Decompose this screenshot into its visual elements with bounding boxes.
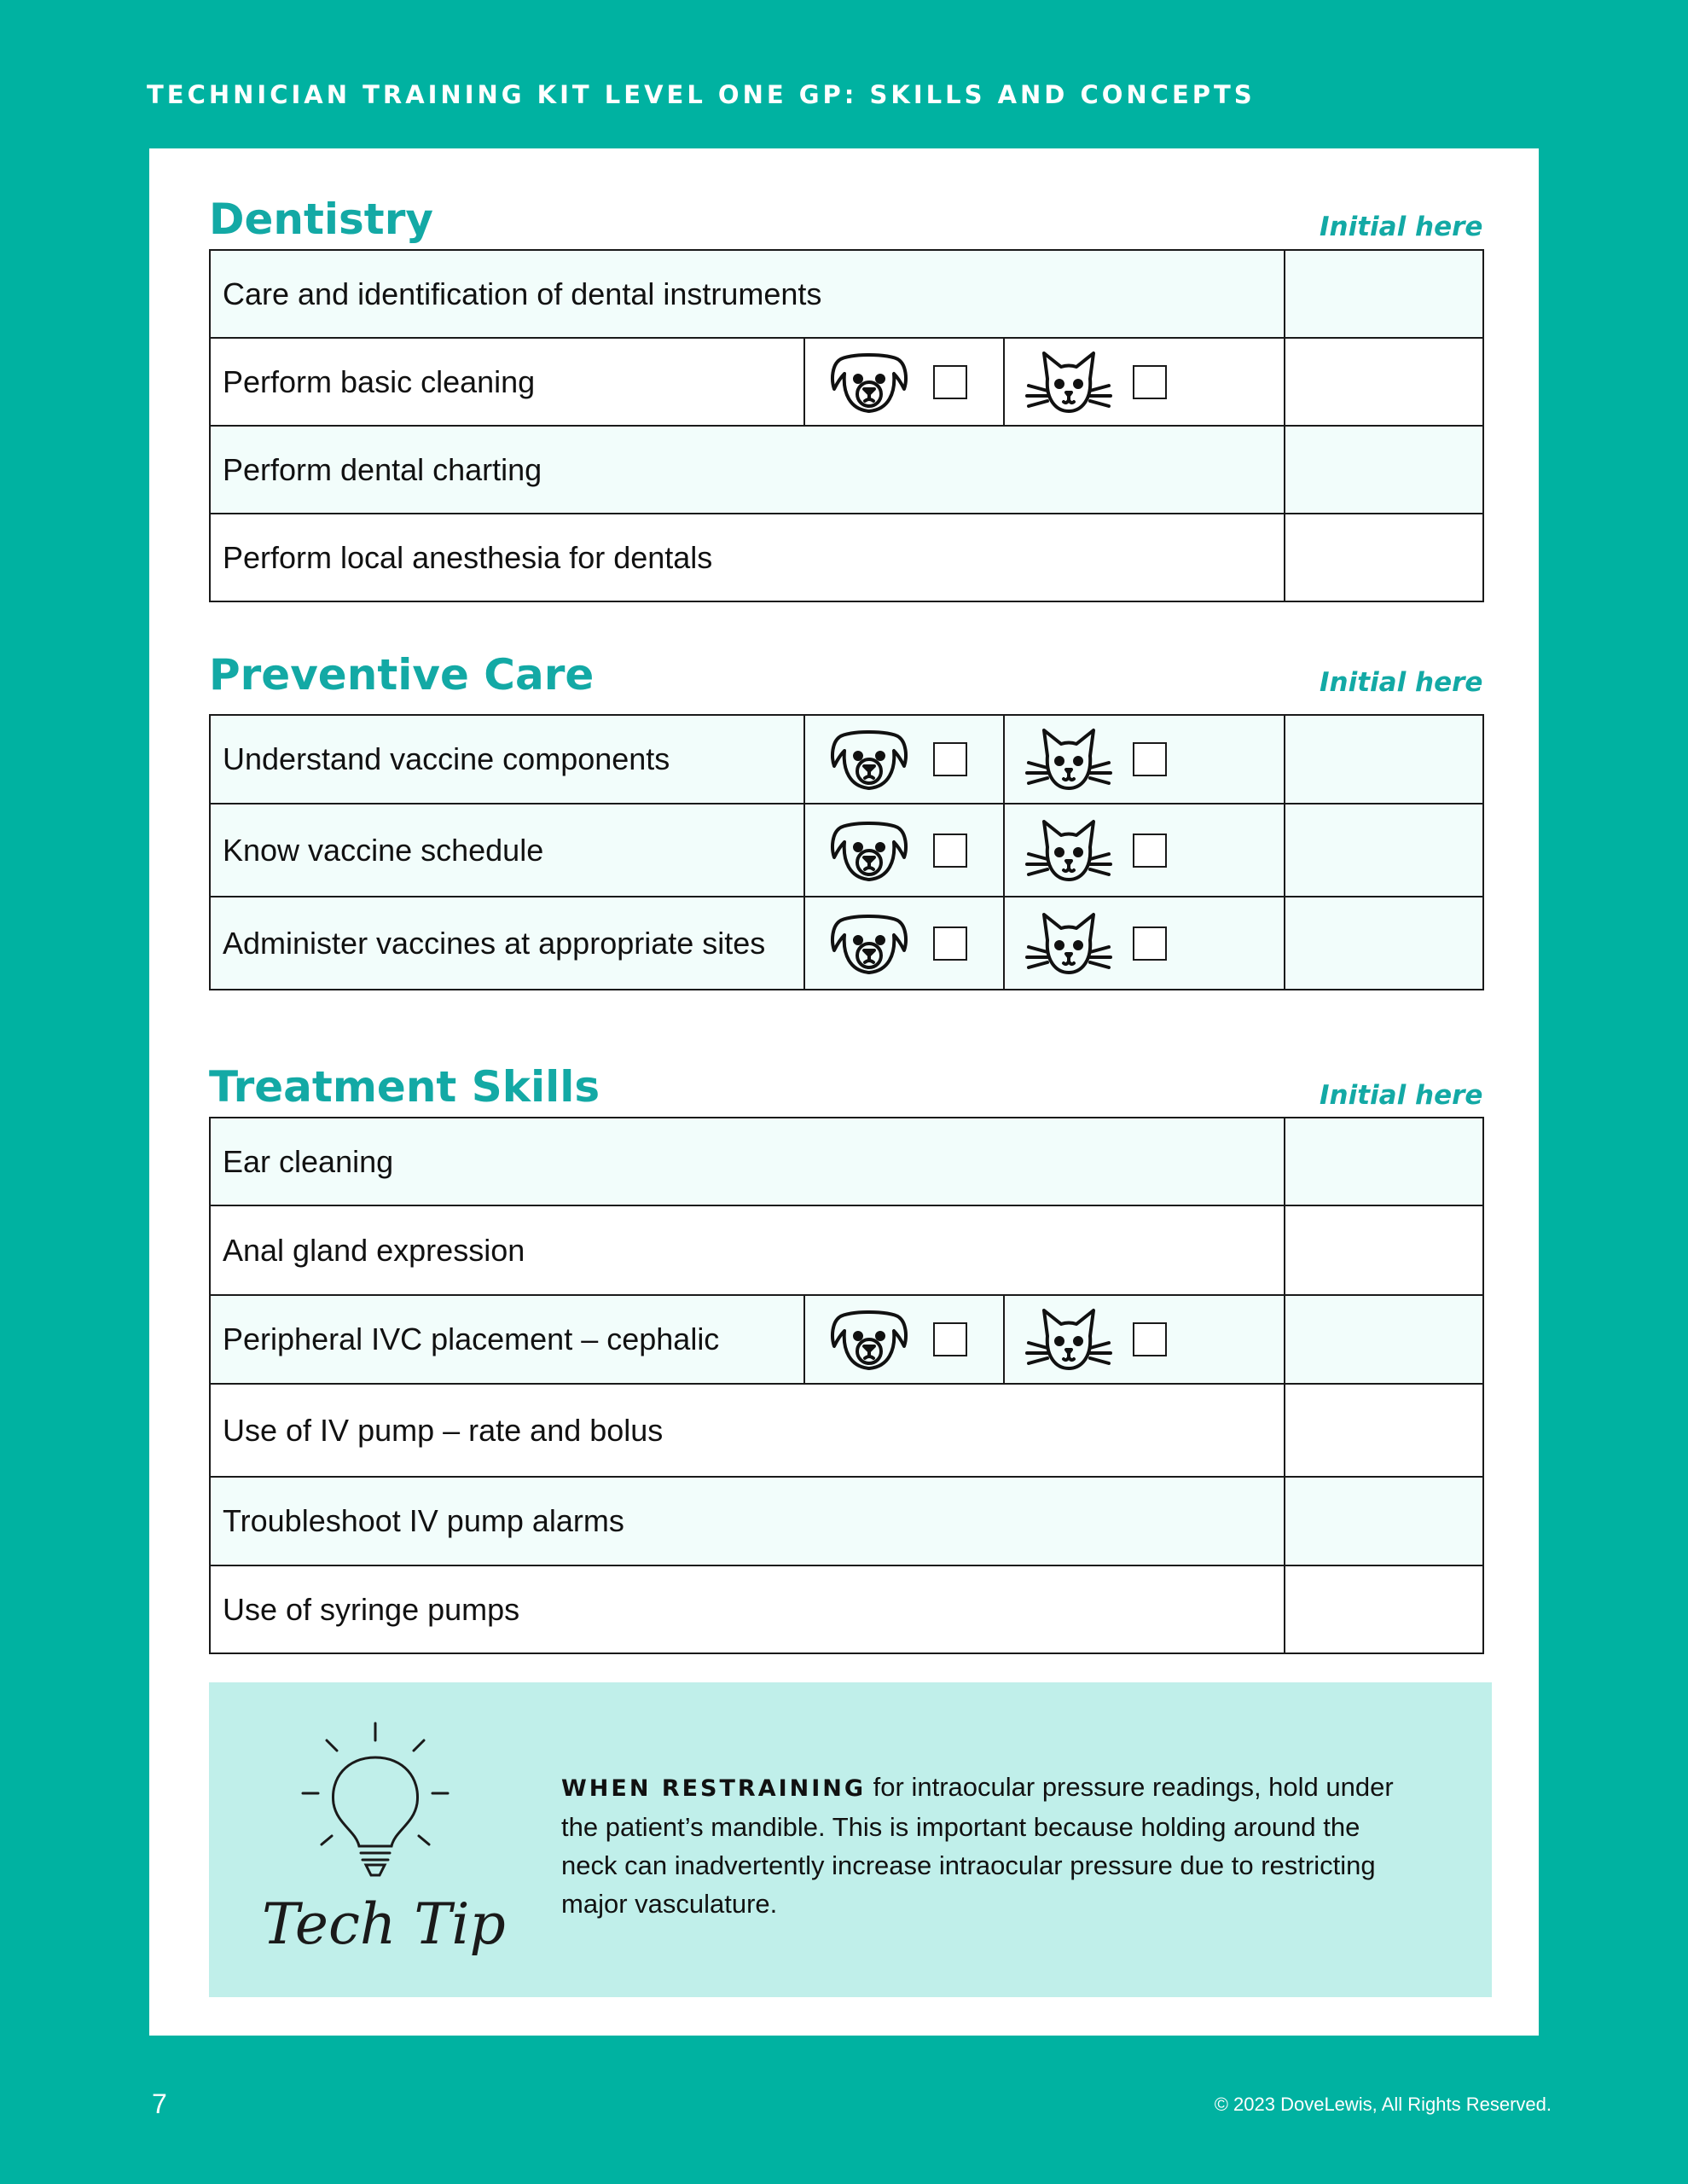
- section-title-preventive-care: Preventive Care: [209, 650, 595, 700]
- cat-cell: [1004, 715, 1285, 804]
- table-row: [210, 426, 1483, 514]
- cat-icon: [1022, 1305, 1116, 1374]
- task-label: Perform local anesthesia for dentals: [210, 514, 1285, 601]
- table-row: [210, 1295, 1483, 1384]
- table-row: [210, 514, 1483, 601]
- dog-checkbox[interactable]: [933, 926, 967, 961]
- table-row: [210, 804, 1483, 897]
- table-row: [210, 715, 1483, 804]
- dog-icon: [822, 348, 916, 416]
- tech-tip-label: Tech Tip: [262, 1891, 506, 1957]
- task-label: Know vaccine schedule: [210, 804, 804, 897]
- cat-icon: [1022, 909, 1116, 978]
- task-label: Ear cleaning: [210, 1118, 1285, 1205]
- task-label: Understand vaccine components: [210, 715, 804, 804]
- dentistry-table: [209, 249, 1484, 602]
- initial-cell[interactable]: [1285, 1477, 1483, 1565]
- preventive-care-table: [209, 714, 1484, 990]
- task-label: Perform basic cleaning: [210, 338, 804, 426]
- task-label: Perform dental charting: [210, 426, 1285, 514]
- table-row: [210, 897, 1483, 990]
- initial-cell[interactable]: [1285, 514, 1483, 601]
- initial-cell[interactable]: [1285, 715, 1483, 804]
- cat-checkbox[interactable]: [1133, 834, 1167, 868]
- initial-cell[interactable]: [1285, 426, 1483, 514]
- cat-cell: [1004, 338, 1285, 426]
- task-label: Anal gland expression: [210, 1205, 1285, 1295]
- section-title-treatment-skills: Treatment Skills: [209, 1062, 600, 1112]
- table-row: [210, 1205, 1483, 1295]
- dog-cell: [804, 1295, 1004, 1384]
- table-row: [210, 250, 1483, 338]
- cat-checkbox[interactable]: [1133, 742, 1167, 776]
- dog-checkbox[interactable]: [933, 1322, 967, 1356]
- copyright: © 2023 DoveLewis, All Rights Reserved.: [1214, 2094, 1552, 2115]
- dog-cell: [804, 897, 1004, 990]
- initial-cell[interactable]: [1285, 804, 1483, 897]
- section-title-dentistry: Dentistry: [209, 195, 433, 244]
- dog-icon: [822, 1305, 916, 1374]
- table-row: [210, 1118, 1483, 1205]
- task-label: Use of syringe pumps: [210, 1565, 1285, 1653]
- dog-icon: [822, 816, 916, 885]
- cat-icon: [1022, 816, 1116, 885]
- cat-icon: [1022, 348, 1116, 416]
- cat-checkbox[interactable]: [1133, 365, 1167, 399]
- tech-tip-lead: WHEN RESTRAINING: [561, 1775, 867, 1802]
- dog-icon: [822, 909, 916, 978]
- task-label: Use of IV pump – rate and bolus: [210, 1384, 1285, 1477]
- task-label: Troubleshoot IV pump alarms: [210, 1477, 1285, 1565]
- initial-cell[interactable]: [1285, 1565, 1483, 1653]
- table-row: [210, 1477, 1483, 1565]
- tech-tip-text: [561, 1768, 1414, 1923]
- checklist-page: [149, 148, 1539, 2036]
- tech-tip-box: [209, 1682, 1492, 1997]
- cat-cell: [1004, 1295, 1285, 1384]
- initial-here-label: Initial here: [1320, 667, 1483, 698]
- cat-icon: [1022, 725, 1116, 793]
- initial-cell[interactable]: [1285, 338, 1483, 426]
- initial-cell[interactable]: [1285, 1118, 1483, 1205]
- task-label: Peripheral IVC placement – cephalic: [210, 1295, 804, 1384]
- tech-tip-body: for intraocular pressure readings, hold under the patient’s mandible. This is important because holding around the neck can inadvertently increase intraocular pressure due to restricting major vasculature.: [561, 1772, 1394, 1919]
- page-number: 7: [152, 2088, 167, 2119]
- table-row: [210, 1565, 1483, 1653]
- dog-checkbox[interactable]: [933, 834, 967, 868]
- dog-cell: [804, 715, 1004, 804]
- cat-checkbox[interactable]: [1133, 1322, 1167, 1356]
- dog-checkbox[interactable]: [933, 742, 967, 776]
- initial-here-label: Initial here: [1320, 212, 1483, 242]
- lightbulb-icon: [277, 1716, 473, 1896]
- initial-cell[interactable]: [1285, 1205, 1483, 1295]
- dog-cell: [804, 338, 1004, 426]
- initial-cell[interactable]: [1285, 250, 1483, 338]
- initial-cell[interactable]: [1285, 1295, 1483, 1384]
- cat-cell: [1004, 897, 1285, 990]
- cat-cell: [1004, 804, 1285, 897]
- cat-checkbox[interactable]: [1133, 926, 1167, 961]
- treatment-skills-table: [209, 1117, 1484, 1654]
- dog-cell: [804, 804, 1004, 897]
- table-row: [210, 1384, 1483, 1477]
- initial-here-label: Initial here: [1320, 1080, 1483, 1111]
- dog-icon: [822, 725, 916, 793]
- dog-checkbox[interactable]: [933, 365, 967, 399]
- page-header-title: TECHNICIAN TRAINING KIT LEVEL ONE GP: SKILLS AND CONCEPTS: [147, 80, 1256, 109]
- task-label: Care and identification of dental instruments: [210, 250, 1285, 338]
- task-label: Administer vaccines at appropriate sites: [210, 897, 804, 990]
- initial-cell[interactable]: [1285, 897, 1483, 990]
- initial-cell[interactable]: [1285, 1384, 1483, 1477]
- table-row: [210, 338, 1483, 426]
